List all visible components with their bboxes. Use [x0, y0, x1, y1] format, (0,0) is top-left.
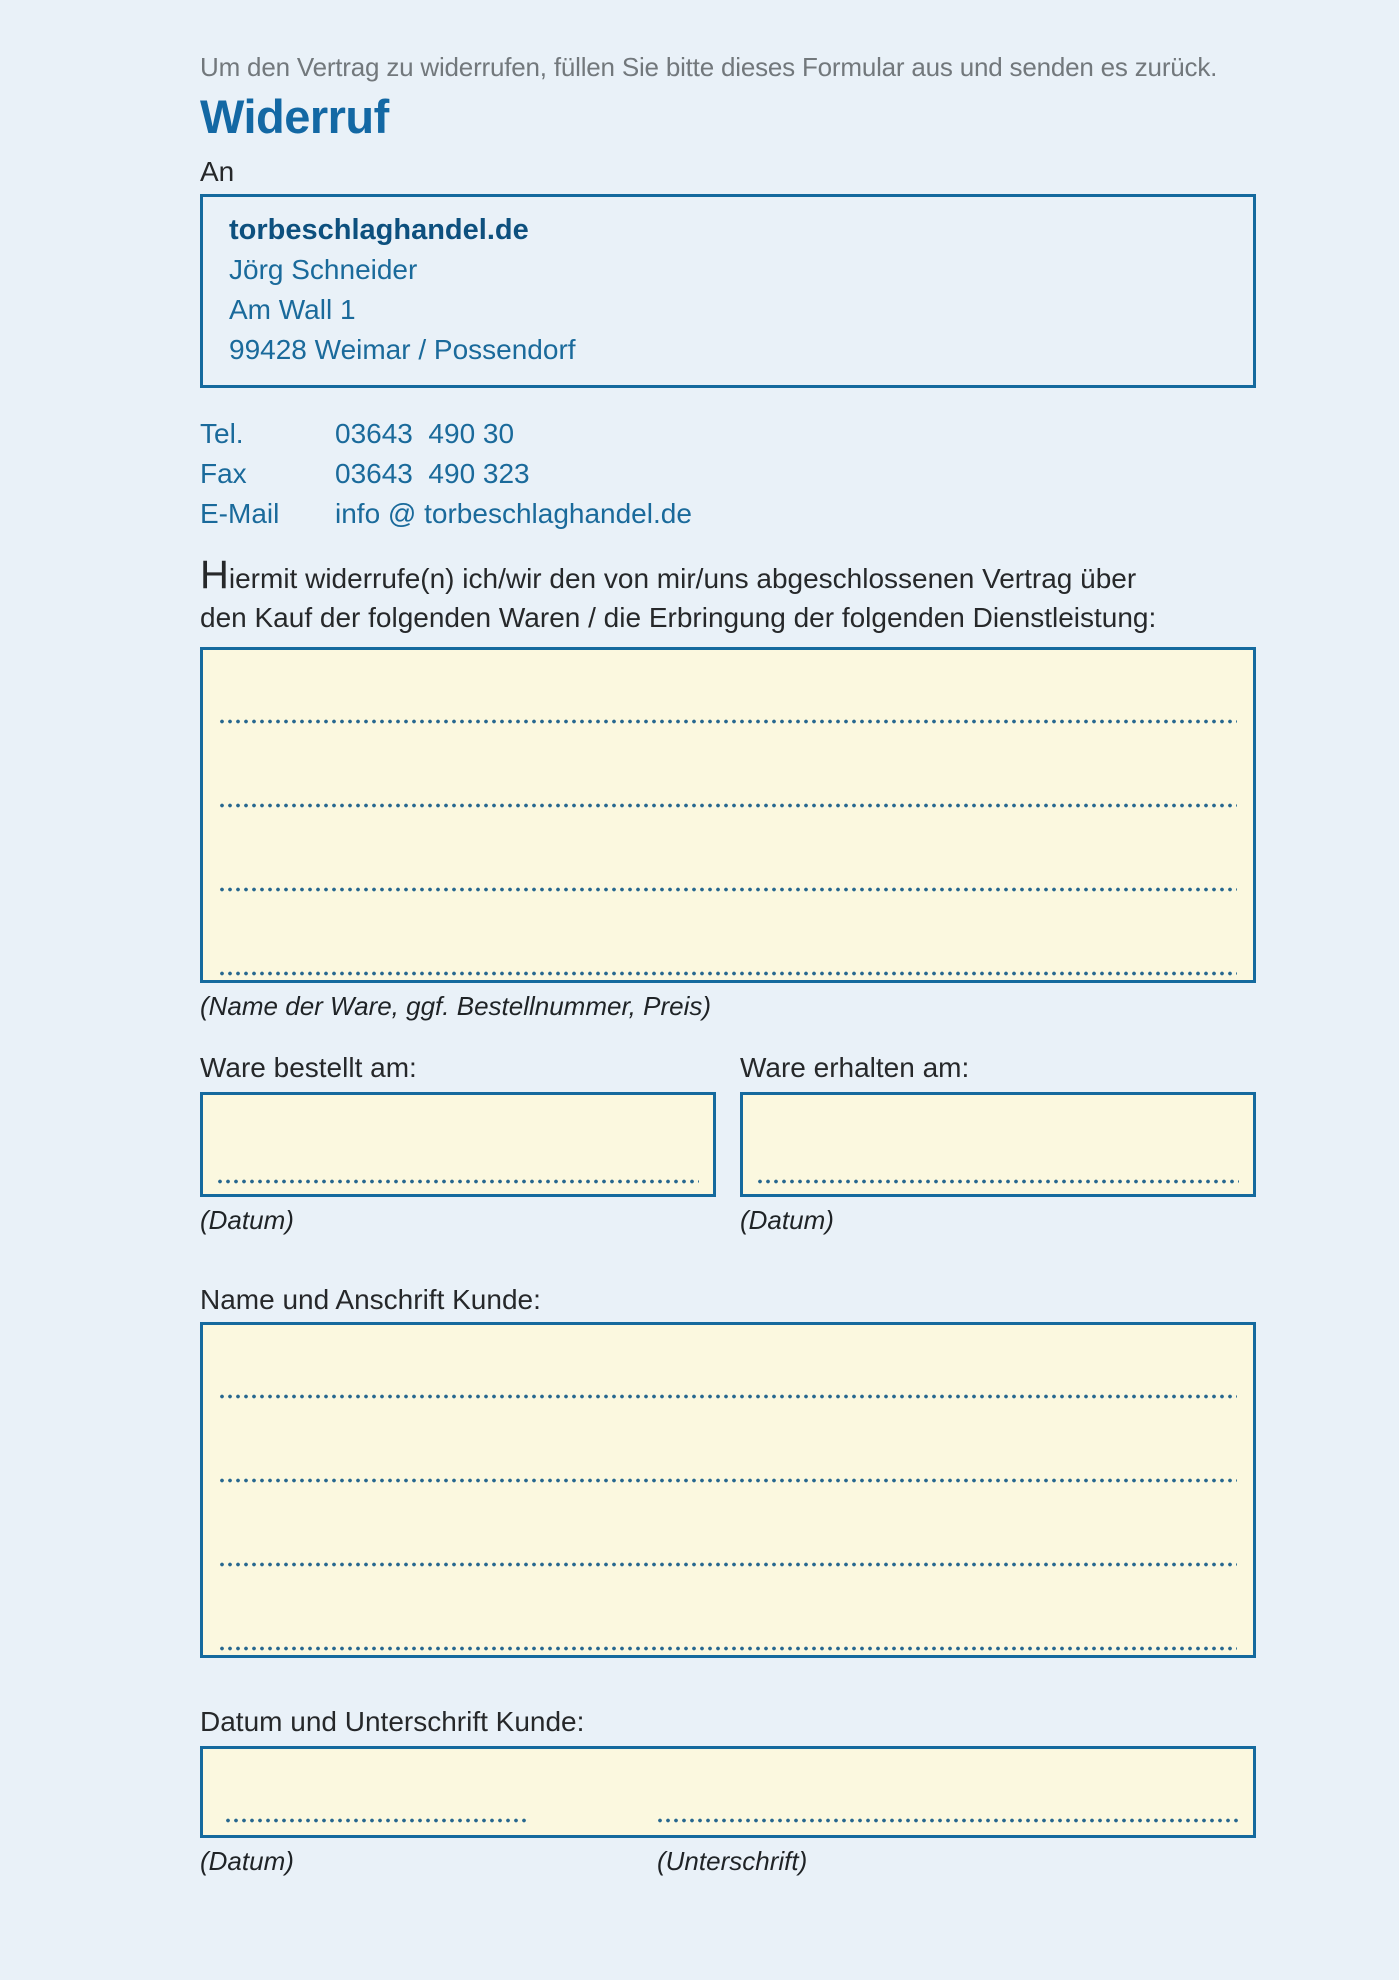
recipient-box [200, 194, 1256, 388]
contact-row-phone [200, 414, 1256, 454]
dotted-line [219, 803, 1237, 808]
statement-line1 [200, 553, 1256, 598]
statement-initial: H [200, 553, 229, 597]
ordered-date-caption: (Datum) [200, 1205, 294, 1235]
recipient-city: 99428 Weimar / Possendorf [229, 334, 576, 365]
dotted-line [219, 971, 1237, 976]
signature-sign-dotted-line [657, 1818, 1241, 1823]
statement-line2: den Kauf der folgenden Waren / die Erbringung der folgenden Dienstleistung: [200, 602, 1157, 633]
recipient-label: An [200, 156, 235, 187]
dotted-line [757, 1179, 1239, 1184]
dotted-line [219, 887, 1237, 892]
dotted-line [219, 1646, 1237, 1651]
customer-address-label: Name und Anschrift Kunde: [200, 1284, 541, 1315]
dotted-line [219, 1562, 1237, 1567]
signature-field[interactable] [200, 1746, 1256, 1838]
recipient-company: torbeschlaghandel.de [229, 214, 529, 246]
dotted-line [217, 1179, 699, 1184]
signature-date-dotted-line [225, 1818, 529, 1823]
phone-value: 03643 490 30 [335, 418, 515, 449]
goods-caption: (Name der Ware, ggf. Bestellnummer, Preis) [200, 991, 712, 1021]
intro-text: Um den Vertrag zu widerrufen, füllen Sie bitte dieses Formular aus und senden es zurück. [200, 52, 1218, 82]
customer-address-field[interactable] [200, 1322, 1256, 1658]
email-label: E-Mail [200, 498, 280, 529]
ordered-date-group [200, 1052, 716, 1236]
dotted-line [219, 1478, 1237, 1483]
fax-value: 03643 490 323 [335, 458, 530, 489]
signature-sign-caption: (Unterschrift) [657, 1846, 808, 1876]
withdrawal-statement [200, 553, 1256, 637]
received-date-group [740, 1052, 1256, 1236]
contact-list [200, 414, 1256, 534]
recipient-name: Jörg Schneider [229, 254, 418, 285]
contact-row-fax [200, 454, 1256, 494]
received-date-label: Ware erhalten am: [740, 1052, 970, 1083]
ordered-date-field[interactable] [200, 1092, 716, 1197]
form-content [200, 0, 1256, 1880]
phone-label: Tel. [200, 418, 244, 449]
dotted-line [219, 719, 1237, 724]
statement-line1-rest: iermit widerrufe(n) ich/wir den von mir/uns abgeschlossenen Vertrag über [228, 563, 1137, 594]
goods-input-field[interactable] [200, 647, 1256, 983]
page-title: Widerruf [200, 90, 389, 143]
dotted-line [219, 1394, 1237, 1399]
fax-label: Fax [200, 458, 247, 489]
signature-captions [200, 1846, 1256, 1880]
date-fields-row [200, 1052, 1256, 1236]
email-value: info @ torbeschlaghandel.de [335, 498, 692, 529]
contact-row-email [200, 494, 1256, 534]
recipient-street: Am Wall 1 [229, 294, 356, 325]
signature-date-caption: (Datum) [200, 1846, 294, 1876]
received-date-field[interactable] [740, 1092, 1256, 1197]
received-date-caption: (Datum) [740, 1205, 834, 1235]
signature-label: Datum und Unterschrift Kunde: [200, 1706, 585, 1737]
ordered-date-label: Ware bestellt am: [200, 1052, 417, 1083]
